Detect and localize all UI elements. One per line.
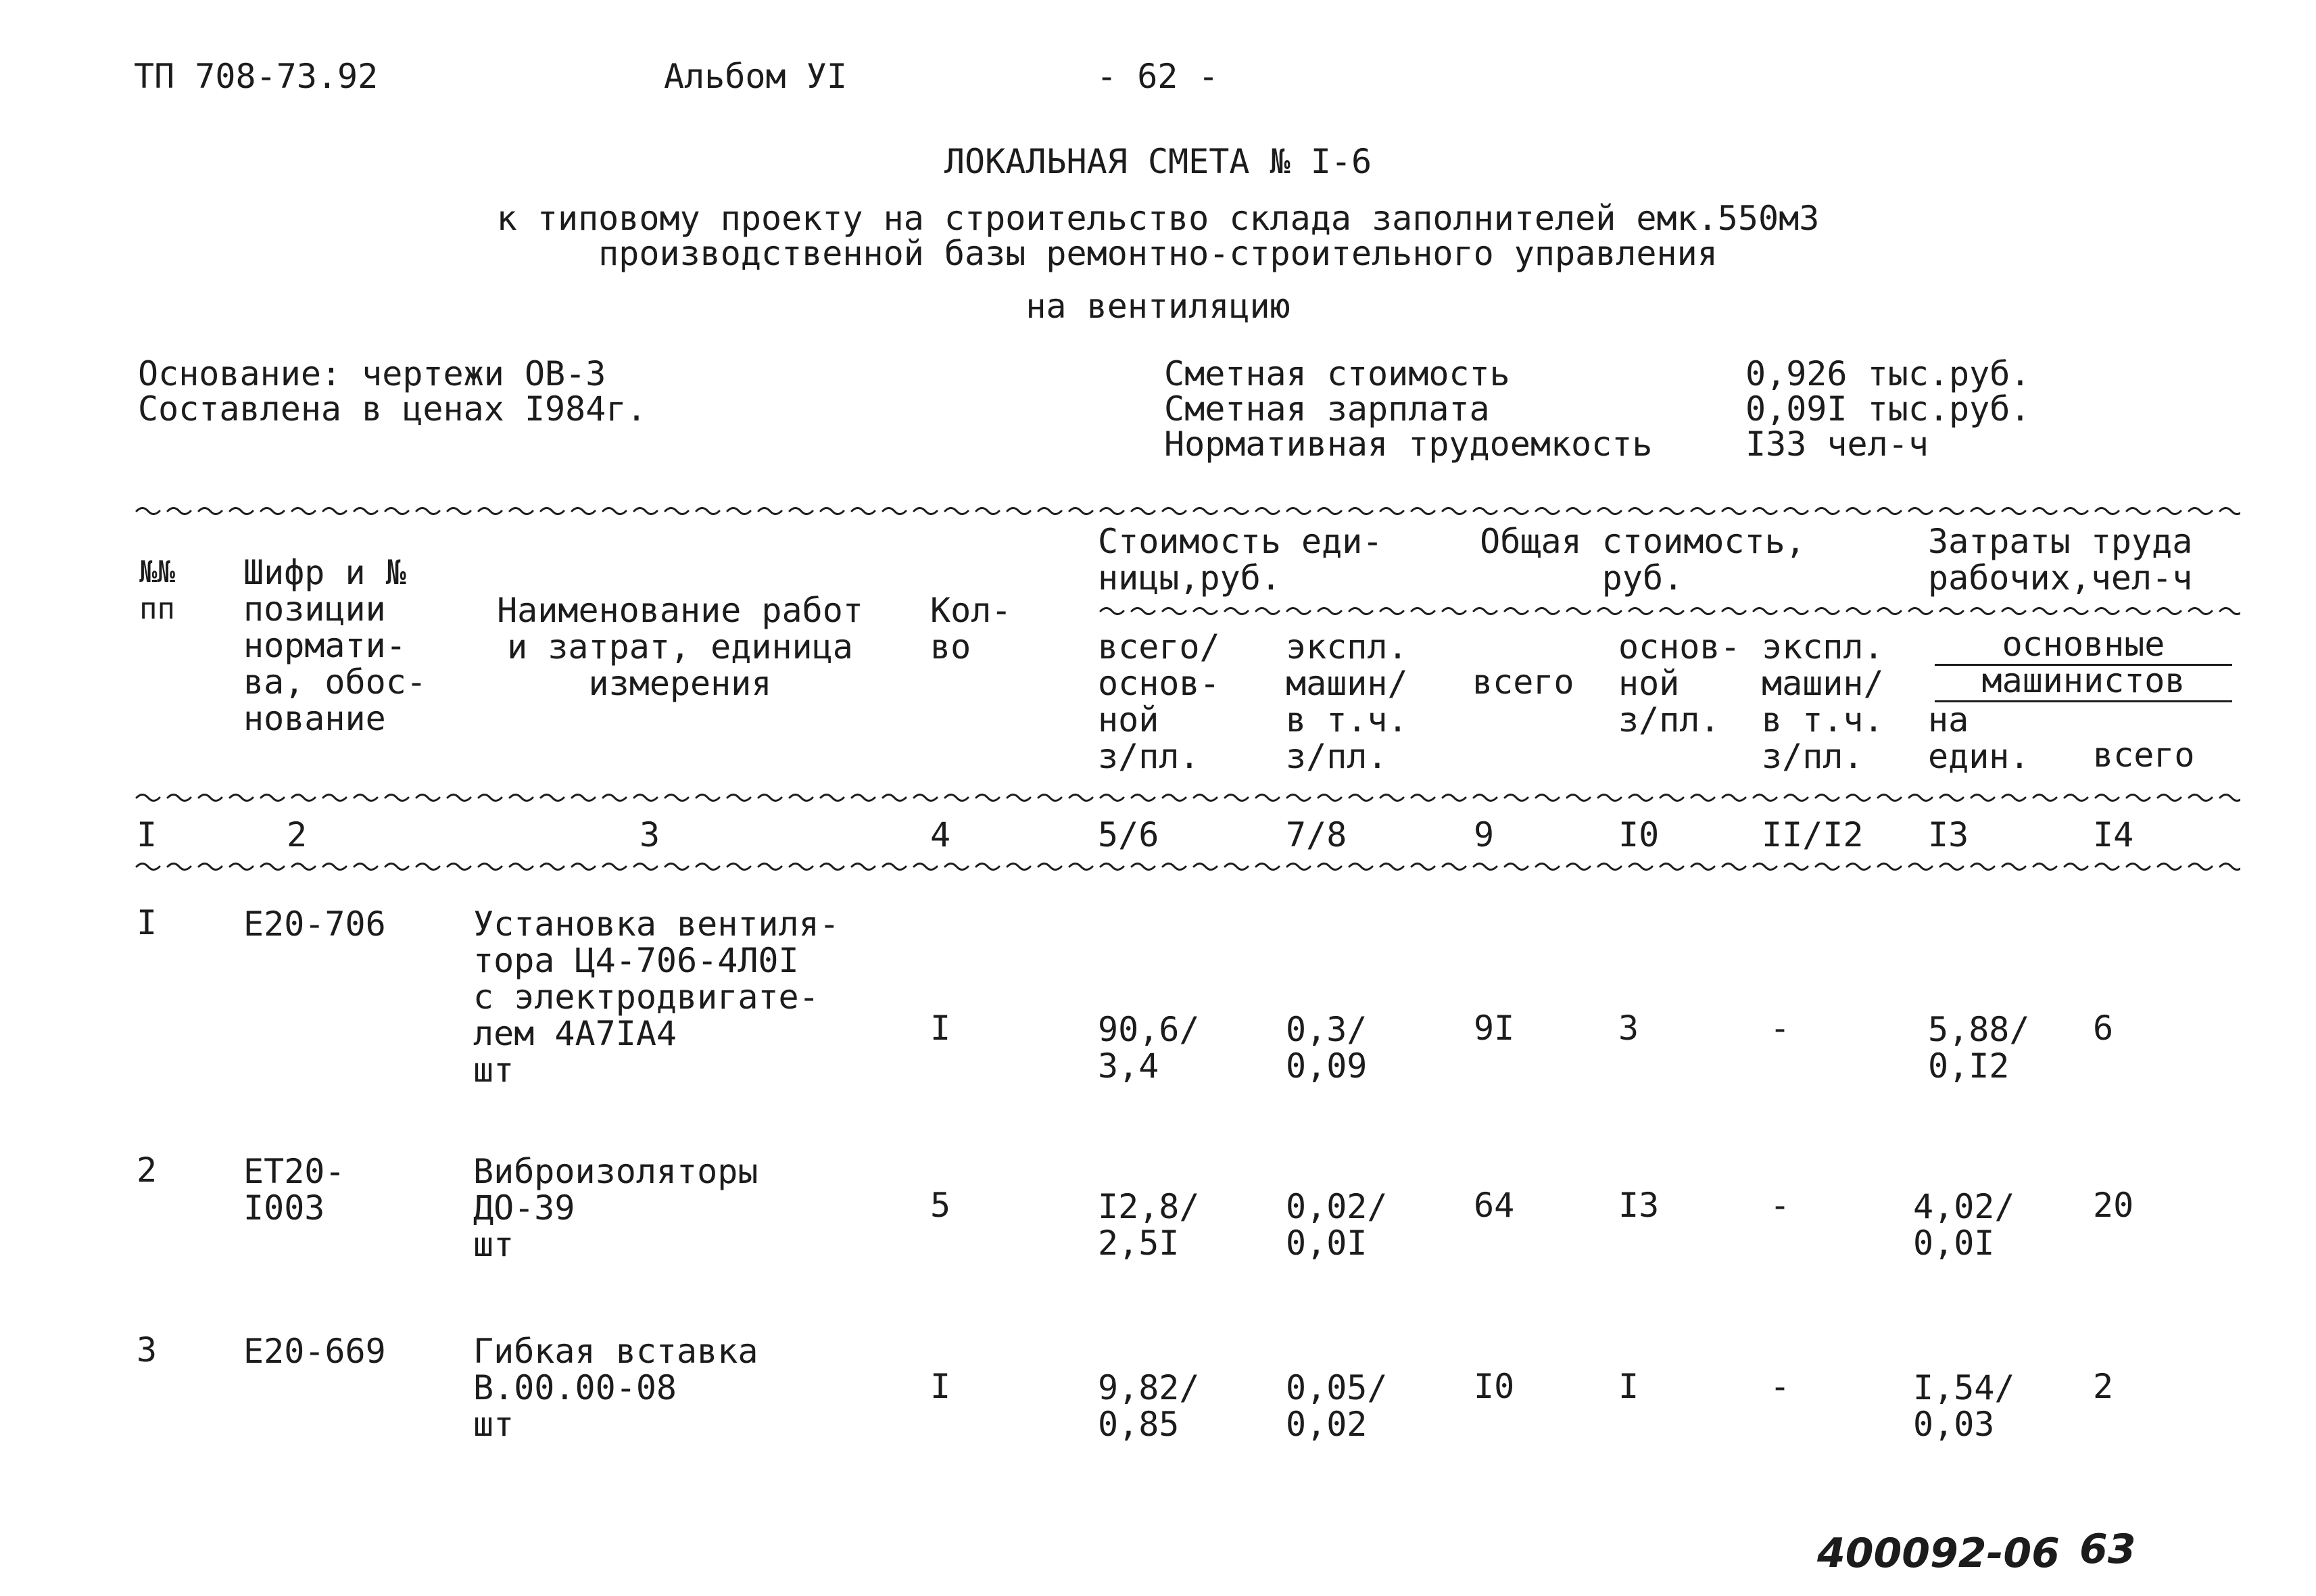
- header-labor-group: Затраты труда рабочих,чел-ч: [1928, 522, 2193, 598]
- column-number: I4: [2093, 815, 2134, 854]
- column-number: I3: [1928, 815, 1969, 854]
- column-number: 9: [1474, 815, 1495, 854]
- row-1-unit-mach: 0,3/ 0,09: [1286, 1010, 1368, 1086]
- header-mid-rule: [1096, 603, 2240, 616]
- row-2-total-base: I3: [1618, 1186, 1660, 1225]
- row-1-labor-unit: 5,88/ 0,I2: [1928, 1010, 2030, 1086]
- row-1-total-mach: -: [1770, 1009, 1791, 1048]
- header-total-group: Общая стоимость, руб.: [1480, 522, 1806, 598]
- row-1-labor-total: 6: [2093, 1009, 2114, 1048]
- row-2-code: ЕТ20- I003: [243, 1152, 345, 1228]
- column-number: II/I2: [1762, 815, 1864, 854]
- column-number: I: [137, 815, 158, 854]
- header-unit-mach: экспл. машин/ в т.ч. з/пл.: [1286, 627, 1408, 776]
- page-number: - 62 -: [1096, 57, 1219, 96]
- row-2-qty: 5: [930, 1186, 951, 1225]
- row-3-unit-cost: 9,82/ 0,85: [1098, 1368, 1200, 1444]
- row-1-name: Установка вентиля- тора Ц4-706-4Л0I с электродвигате- лем 4А7IА4 шт: [473, 904, 840, 1090]
- header-name: Наименование работ и затрат, единица измерения: [497, 591, 863, 703]
- project-code: ТП 708-73.92: [134, 57, 379, 96]
- column-number: I0: [1618, 815, 1660, 854]
- header-bottom-rule: [132, 790, 2240, 803]
- row-2-name: Виброизоляторы ДО-39 шт: [473, 1152, 758, 1264]
- header-labor-total: всего: [2093, 735, 2195, 775]
- row-2-unit-mach: 0,02/ 0,0I: [1286, 1187, 1388, 1263]
- column-number: 7/8: [1286, 815, 1347, 854]
- header-num: №№ пп: [139, 555, 175, 626]
- sheet-number: 63: [2079, 1526, 2136, 1573]
- prices-text: Составлена в ценах I984г.: [138, 389, 647, 429]
- header-labor-unit: на един.: [1928, 700, 2030, 776]
- header-total-mach: экспл. машин/ в т.ч. з/пл.: [1762, 627, 1884, 776]
- row-2-unit-cost: I2,8/ 2,5I: [1098, 1187, 1200, 1263]
- column-number: 5/6: [1098, 815, 1159, 854]
- row-1-total: 9I: [1474, 1009, 1515, 1048]
- row-1-qty: I: [930, 1009, 951, 1048]
- cost-value: 0,926 тыс.руб.: [1745, 354, 2031, 393]
- row-2-labor-unit: 4,02/ 0,0I: [1913, 1187, 2015, 1263]
- row-3-labor-unit: I,54/ 0,03: [1913, 1368, 2015, 1444]
- column-numbers-rule: [132, 859, 2240, 872]
- labor-value: I33 чел-ч: [1745, 425, 1929, 464]
- row-3-qty: I: [930, 1367, 951, 1406]
- row-3-total-base: I: [1618, 1367, 1639, 1406]
- labor-label: Нормативная трудоемкость: [1164, 425, 1653, 464]
- header-unit-cost-group: Стоимость еди- ницы,руб.: [1098, 522, 1383, 598]
- subtitle-line-2: производственной базы ремонтно-строительного управления: [598, 234, 1718, 273]
- row-3-code: Е20-669: [243, 1332, 386, 1371]
- row-2-labor-total: 20: [2093, 1186, 2134, 1225]
- archive-stamp: 400092-06: [1817, 1530, 2060, 1577]
- album-label: Альбом УI: [664, 57, 847, 96]
- row-2-num: 2: [137, 1151, 158, 1190]
- subtitle-line-3: на вентиляцию: [1026, 287, 1290, 326]
- column-number: 4: [930, 815, 951, 854]
- row-3-total: I0: [1474, 1367, 1515, 1406]
- header-unit-total: всего/ основ- ной з/пл.: [1098, 627, 1220, 776]
- header-code: Шифр и № позиции нормати- ва, обос- нование: [243, 553, 427, 738]
- row-1-code: Е20-706: [243, 904, 386, 944]
- table-top-rule: [132, 503, 2240, 516]
- wage-label: Сметная зарплата: [1164, 389, 1490, 429]
- row-3-labor-total: 2: [2093, 1367, 2114, 1406]
- row-3-unit-mach: 0,05/ 0,02: [1286, 1368, 1388, 1444]
- wage-value: 0,09I тыс.руб.: [1745, 389, 2031, 429]
- row-3-num: 3: [137, 1330, 158, 1370]
- column-number: 2: [287, 815, 308, 854]
- row-3-name: Гибкая вставка В.00.00-08 шт: [473, 1332, 758, 1444]
- estimate-title: ЛОКАЛЬНАЯ СМЕТА № I-6: [944, 142, 1372, 181]
- row-2-total: 64: [1474, 1186, 1515, 1225]
- row-2-total-mach: -: [1770, 1186, 1791, 1225]
- row-3-total-mach: -: [1770, 1367, 1791, 1406]
- row-1-num: I: [137, 903, 158, 942]
- header-total-all: всего: [1472, 662, 1574, 702]
- row-1-unit-cost: 90,6/ 3,4: [1098, 1010, 1200, 1086]
- column-number: 3: [640, 815, 660, 854]
- header-labor-main: основные: [1935, 627, 2232, 666]
- subtitle-line-1: к типовому проекту на строительство склада заполнителей емк.550м3: [496, 199, 1820, 238]
- basis-text: Основание: чертежи ОВ-3: [138, 354, 606, 393]
- header-labor-machinists: машинистов: [1935, 664, 2232, 702]
- row-1-total-base: 3: [1618, 1009, 1639, 1048]
- header-qty: Кол- во: [930, 591, 1012, 667]
- cost-label: Сметная стоимость: [1164, 354, 1510, 393]
- header-total-base: основ- ной з/пл.: [1618, 627, 1741, 740]
